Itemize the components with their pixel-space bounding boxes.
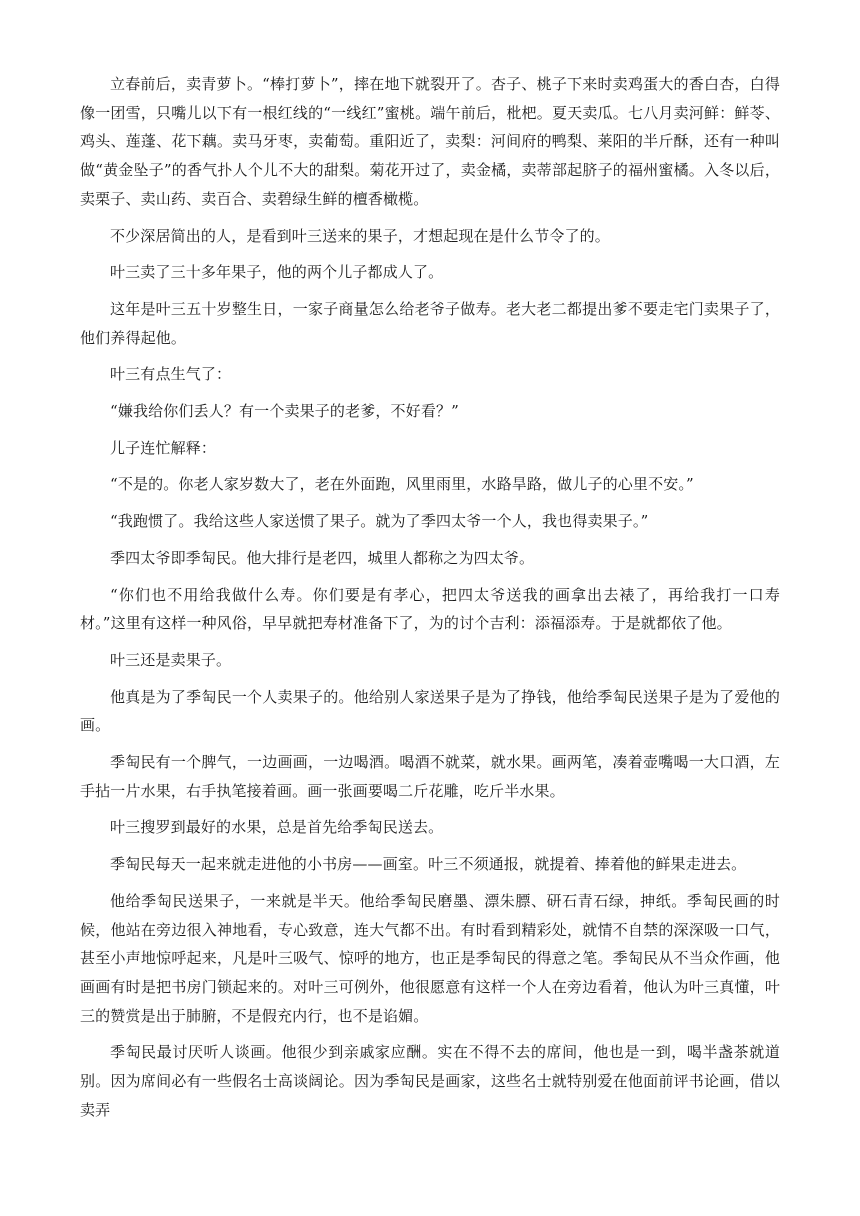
paragraph: 季四太爷即季匋民。他大排行是老四，城里人都称之为四太爷。 — [110, 548, 535, 567]
paragraph: “我跑惯了。我给这些人家送惯了果子。就为了季四太爷一个人，我也得卖果子。” — [110, 512, 649, 531]
paragraph: “嫌我给你们丢人？有一个卖果子的老爹，不好看？” — [110, 402, 459, 421]
article-body — [80, 70, 780, 1133]
paragraph: 季匋民最讨厌听人谈画。他很少到亲戚家应酬。实在不得不去的席间，他也是一到，喝半盏茶就道别。因为席间必有一些假名士高谈阔论。因为季匋民是画家，这些名士就特别爱在他面前评书论画，借以卖弄 — [80, 1043, 780, 1119]
paragraph: 季匋民有一个脾气，一边画画，一边喝酒。喝酒不就菜，就水果。画两笔，凑着壶嘴喝一大口酒，左手拈一片水果，右手执笔接着画。画一张画要喝二斤花雕，吃斤半水果。 — [80, 753, 780, 800]
paragraph: 不少深居简出的人，是看到叶三送来的果子，才想起现在是什么节令了的。 — [110, 226, 610, 245]
paragraph: 叶三卖了三十多年果子，他的两个儿子都成人了。 — [110, 263, 444, 282]
paragraph: 儿子连忙解释： — [110, 438, 217, 457]
paragraph: “不是的。你老人家岁数大了，老在外面跑，风里雨里，水路旱路，做儿子的心里不安。” — [110, 475, 694, 494]
paragraph: “你们也不用给我做什么寿。你们要是有孝心，把四太爷送我的画拿出去裱了，再给我打一口寿材。”这里有这样一种风俗，早早就把寿材准备下了，为的讨个吉利：添福添寿。于是就都依了他。 — [80, 585, 780, 633]
paragraph: 叶三搜罗到最好的水果，总是首先给季匋民送去。 — [110, 818, 444, 837]
paragraph: 他真是为了季匋民一个人卖果子的。他给别人家送果子是为了挣钱，他给季匋民送果子是为了爱他的画。 — [80, 687, 780, 735]
paragraph: 这年是叶三五十岁整生日，一家子商量怎么给老爷子做寿。老大老二都提出爹不要走宅门卖果子了，他们养得起他。 — [80, 299, 780, 347]
paragraph: 他给季匋民送果子，一来就是半天。他给季匋民磨墨、漂朱膘、研石青石绿，抻纸。季匋民画的时候，他站在旁边很入神地看，专心致意，连大气都不出。有时看到精彩处，就情不自禁的深深吸一口气，甚至小声地惊呼起来，凡是叶三吸气、惊呼的地方，也正是季匋民的得意之笔。季匋民从不当众作画，他画画有时是把书房门锁起来的。对叶三可例外，他很愿意有这样一个人在旁边看着，他认为叶三真懂，叶三的赞赏是出于肺腑，不是假充内行，也不是谄媚。 — [80, 891, 780, 1025]
paragraph: 叶三有点生气了： — [110, 365, 232, 384]
paragraph: 立春前后，卖青萝卜。“棒打萝卜”，摔在地下就裂开了。杏子、桃子下来时卖鸡蛋大的香白杏，白得像一团雪，只嘴儿以下有一根红线的“一线红”蜜桃。端午前后，枇杷。夏天卖瓜。七八月卖河鲜：鲜苓、鸡头、莲蓬、花下藕。卖马牙枣，卖葡萄。重阳近了，卖梨：河间府的鸭梨、莱阳的半斤酥，还有一种叫做“黄金坠子”的香气扑人个儿不大的甜梨。菊花开过了，卖金橘，卖蒂部起脐子的福州蜜橘。入冬以后，卖栗子、卖山药、卖百合、卖碧绿生鲜的檀香橄榄。 — [80, 75, 780, 208]
paragraph: 季匋民每天一起来就走进他的小书房——画室。叶三不须通报，就提着、捧着他的鲜果走进去。 — [110, 855, 747, 874]
paragraph: 叶三还是卖果子。 — [110, 650, 232, 669]
